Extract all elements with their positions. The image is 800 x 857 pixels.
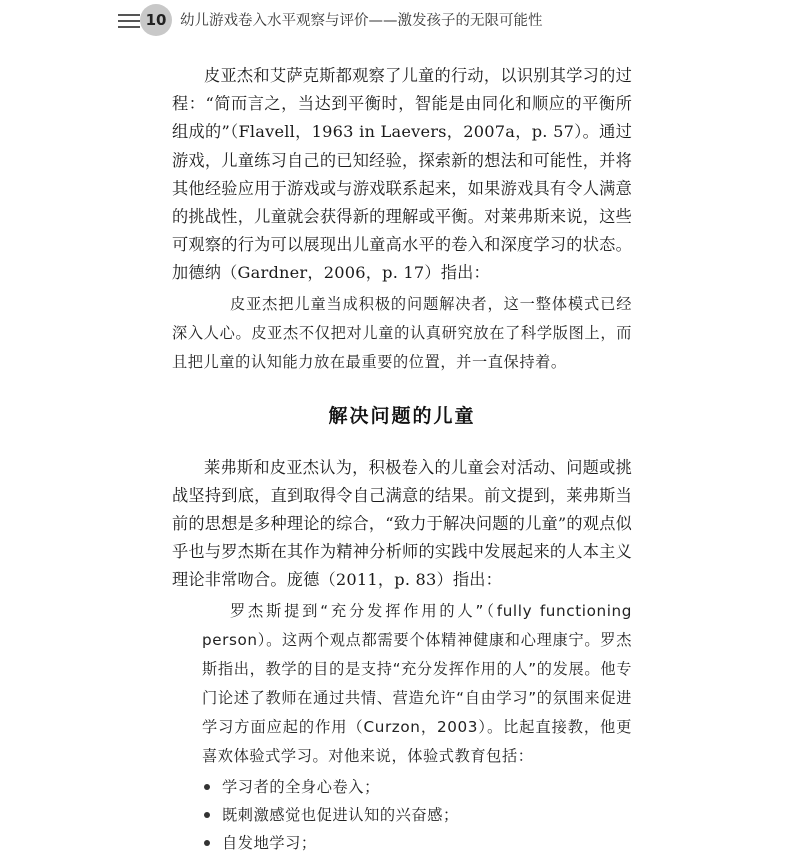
list-item: 自发地学习； [172, 829, 632, 857]
page-header [0, 0, 800, 40]
header-decoration [118, 14, 140, 32]
block-quote [172, 290, 632, 377]
page-number: 10 [140, 4, 172, 36]
list-item: 学习者的全身心卷入； [172, 773, 632, 801]
body-paragraph: 皮亚杰和艾萨克斯都观察了儿童的行动，以识别其学习的过程：“简而言之，当达到平衡时，智能是由同化和顺应的平衡所组成的”（Flavell，1963 in Laevers，2007a，p. 57）。通过游戏，儿童练习自己的已知经验，探索新的想法和可能性，并将其他经验应用于游戏或与游戏联系起来，如果游戏具有令人满意的挑战性，儿童就会获得新的理解或平衡。对莱弗斯来说，这些可观察的行为可以展现出儿童高水平的卷入和深度学习的状态。加德纳（Gardner，2006，p. 17）指出： [172, 66, 632, 283]
list-item: 既刺激感觉也促进认知的兴奋感； [172, 801, 632, 829]
quote-text: 罗杰斯提到“充分发挥作用的人”（fully functioning person）。这两个观点都需要个体精神健康和心理康宁。罗杰斯指出，教学的目的是支持“充分发挥作用的人”的发展。他专门论述了教师在通过共情、营造允许“自由学习”的氛围来促进学习方面应起的作用（Curzon，2003）。比起直接教，他更喜欢体验式学习。对他来说，体验式教育包括： [202, 601, 632, 765]
bullet-list [172, 773, 632, 857]
quote-text: 皮亚杰把儿童当成积极的问题解决者，这一整体模式已经深入人心。皮亚杰不仅把对儿童的认真研究放在了科学版图上，而且把儿童的认知能力放在最重要的位置，并一直保持着。 [172, 294, 632, 371]
section-heading: 解决问题的儿童 [328, 404, 476, 427]
bullet-icon [204, 840, 210, 846]
body-paragraph: 莱弗斯和皮亚杰认为，积极卷入的儿童会对活动、问题或挑战坚持到底，直到取得令自己满意的结果。前文提到，莱弗斯当前的思想是多种理论的综合，“致力于解决问题的儿童”的观点似乎也与罗杰斯在其作为精神分析师的实践中发展起来的人本主义理论非常吻合。庞德（2011，p. 83）指出： [172, 457, 632, 590]
page-body [172, 62, 632, 857]
bullet-icon [204, 812, 210, 818]
bullet-icon [204, 784, 210, 790]
block-quote [172, 597, 632, 771]
running-title: 幼儿游戏卷入水平观察与评价——激发孩子的无限可能性 [180, 13, 543, 29]
